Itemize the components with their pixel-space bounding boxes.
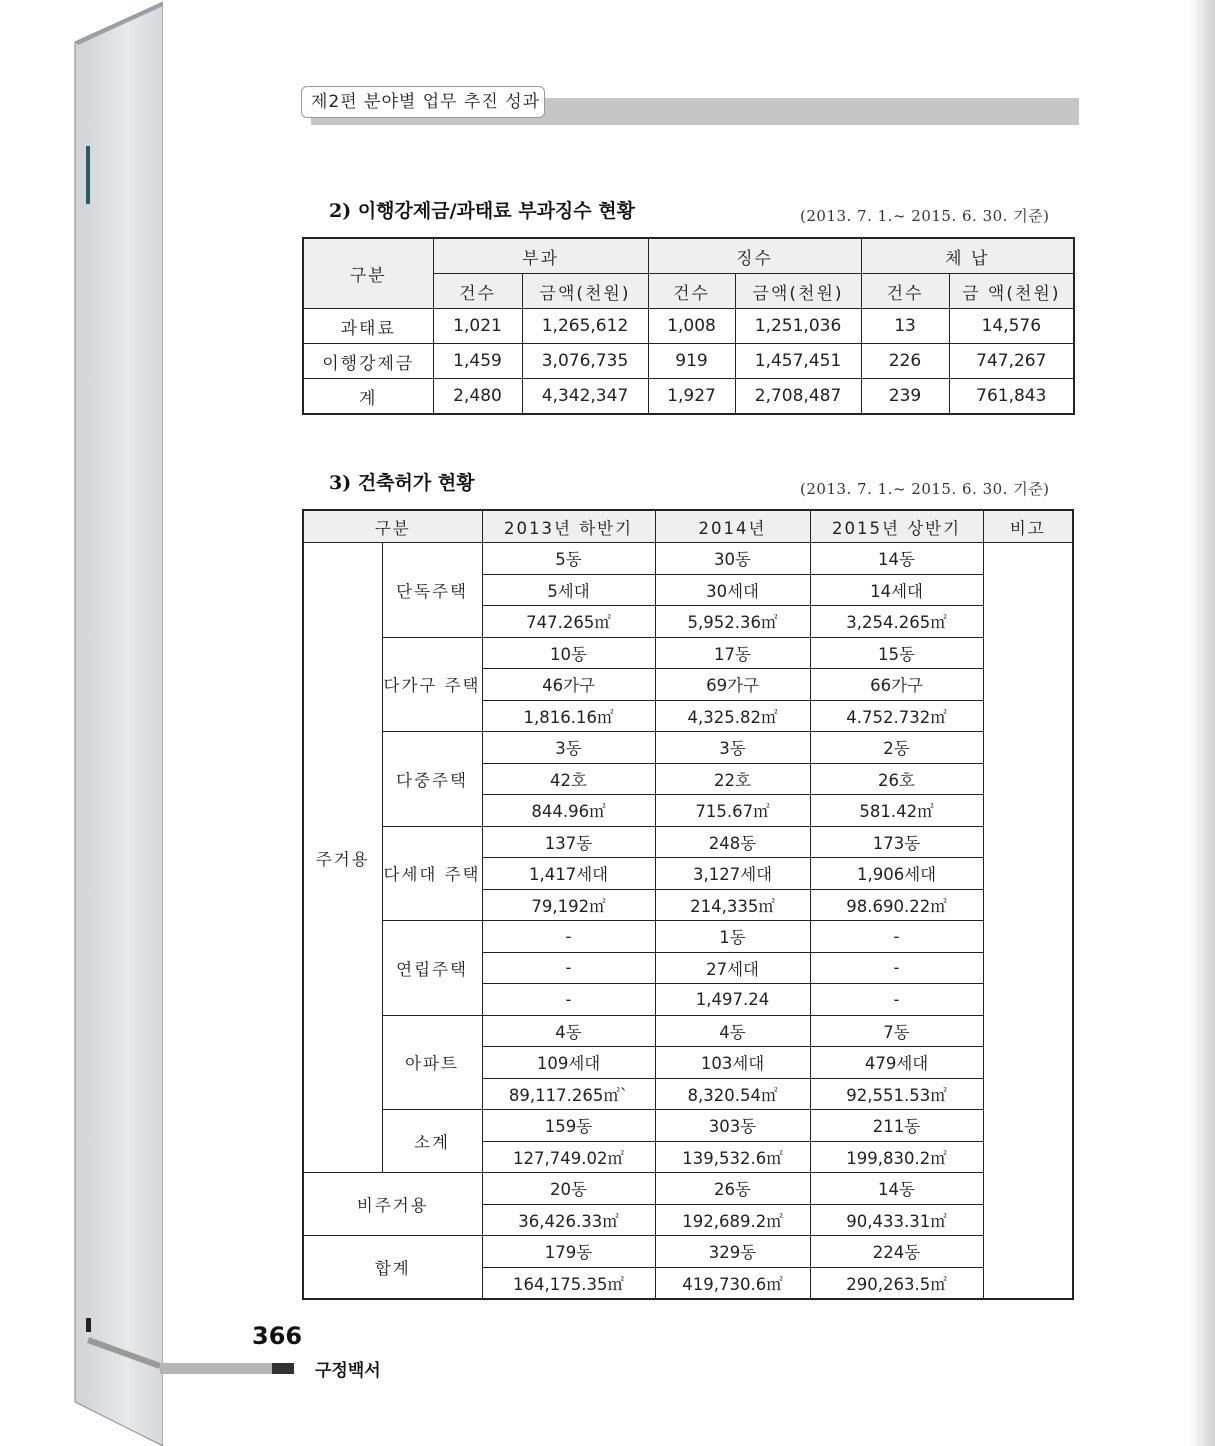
table-cell: 2,708,487	[735, 379, 861, 415]
fine-collection-table	[302, 237, 1075, 415]
table-cell: 226	[861, 344, 949, 379]
table-cell: 479세대	[810, 1047, 983, 1079]
table-cell: -	[810, 984, 983, 1016]
table-cell: 2동	[810, 732, 983, 764]
table-cell: 3동	[655, 732, 810, 764]
table-cell: 103세대	[655, 1047, 810, 1079]
footer-bar	[160, 1363, 280, 1374]
table-cell: 17동	[655, 637, 810, 669]
table-cell: 164,175.35㎡	[482, 1267, 655, 1299]
main-category-label: 주거용	[303, 543, 382, 1173]
table-cell: 192,689.2㎡	[655, 1204, 810, 1236]
table-row	[303, 637, 1073, 669]
table-cell: 1,251,036	[735, 309, 861, 344]
table-cell: 20동	[482, 1173, 655, 1205]
table-cell: 1,417세대	[482, 858, 655, 890]
table-cell: 5,952.36㎡	[655, 606, 810, 638]
table-cell: 4동	[482, 1015, 655, 1047]
table-cell: 1,021	[433, 309, 522, 344]
table-cell: 1,459	[433, 344, 522, 379]
section3-date-note: (2013. 7. 1.~ 2015. 6. 30. 기준)	[800, 480, 1050, 498]
page-shadow	[1189, 0, 1215, 1446]
table-cell: 4,342,347	[522, 379, 648, 415]
col-header-2015h1: 2015년 상반기	[810, 510, 983, 543]
book-spine-edge	[0, 0, 165, 1446]
table-cell: 179동	[482, 1236, 655, 1268]
table-row	[303, 1015, 1073, 1047]
table-cell: 747,267	[949, 344, 1074, 379]
section3-title: 3) 건축허가 현황	[329, 472, 475, 494]
table-cell: 159동	[482, 1110, 655, 1142]
table-cell: 224동	[810, 1236, 983, 1268]
table-cell: 1,497.24	[655, 984, 810, 1016]
row-label: 이행강제금	[303, 344, 433, 379]
table-cell: 14,576	[949, 309, 1074, 344]
table-cell: 8,320.54㎡	[655, 1078, 810, 1110]
total-label: 합계	[303, 1236, 482, 1300]
table-cell: 329동	[655, 1236, 810, 1268]
table-row	[303, 732, 1073, 764]
table-cell: 919	[648, 344, 735, 379]
table-cell: 127,749.02㎡	[482, 1141, 655, 1173]
table-cell: 3,127세대	[655, 858, 810, 890]
group-label: 다가구 주택	[382, 637, 482, 732]
group-label: 다세대 주택	[382, 826, 482, 921]
table-cell: 3,076,735	[522, 344, 648, 379]
col-header-collection: 징수	[648, 238, 861, 274]
table-cell: 239	[861, 379, 949, 415]
table-cell: 109세대	[482, 1047, 655, 1079]
table-cell: 419,730.6㎡	[655, 1267, 810, 1299]
group-label: 아파트	[382, 1015, 482, 1110]
col-header-category: 구분	[303, 510, 482, 543]
table-row	[303, 1236, 1073, 1268]
table-row	[303, 309, 1074, 344]
table-cell: 290,263.5㎡	[810, 1267, 983, 1299]
table-cell: 747.265㎡	[482, 606, 655, 638]
table-cell: -	[810, 952, 983, 984]
table-cell: 3동	[482, 732, 655, 764]
table-cell: -	[482, 921, 655, 953]
table-cell: 15동	[810, 637, 983, 669]
table-cell: 66가구	[810, 669, 983, 701]
table-cell: 13	[861, 309, 949, 344]
table-cell: 4동	[655, 1015, 810, 1047]
col-header-category: 구분	[303, 238, 433, 309]
col-header-amount: 금액(천원)	[522, 274, 648, 309]
table-row	[303, 826, 1073, 858]
table-cell: 844.96㎡	[482, 795, 655, 827]
row-label: 과태료	[303, 309, 433, 344]
table-cell: 5동	[482, 543, 655, 575]
table-cell: 22호	[655, 763, 810, 795]
table-cell: 79,192㎡	[482, 889, 655, 921]
section2-title: 2) 이행강제금/과태료 부과징수 현황	[329, 200, 635, 222]
table-cell: 26동	[655, 1173, 810, 1205]
table-cell: 4.752.732㎡	[810, 700, 983, 732]
table-cell: 1,008	[648, 309, 735, 344]
table-cell: 90,433.31㎡	[810, 1204, 983, 1236]
table-cell: -	[482, 984, 655, 1016]
table-cell: 1,906세대	[810, 858, 983, 890]
table-row	[303, 1110, 1073, 1142]
table-row	[303, 543, 1073, 575]
group-label: 연립주택	[382, 921, 482, 1016]
col-header-2013h2: 2013년 하반기	[482, 510, 655, 543]
remarks-cell	[983, 543, 1073, 1300]
table-cell: 1,816.16㎡	[482, 700, 655, 732]
group-label: 소계	[382, 1110, 482, 1173]
table-cell: 2,480	[433, 379, 522, 415]
table-cell: 214,335㎡	[655, 889, 810, 921]
table-cell: 98.690.22㎡	[810, 889, 983, 921]
table-cell: 5세대	[482, 574, 655, 606]
col-header-amount: 금 액(천원)	[949, 274, 1074, 309]
table-cell: 211동	[810, 1110, 983, 1142]
table-cell: 137동	[482, 826, 655, 858]
table-cell: 14동	[810, 543, 983, 575]
table-cell: 30동	[655, 543, 810, 575]
table-cell: 14동	[810, 1173, 983, 1205]
col-header-remarks: 비고	[983, 510, 1073, 543]
non-residential-label: 비주거용	[303, 1173, 482, 1236]
table-cell: 10동	[482, 637, 655, 669]
table-cell: 139,532.6㎡	[655, 1141, 810, 1173]
table-cell: 1동	[655, 921, 810, 953]
col-header-arrears: 체 납	[861, 238, 1074, 274]
table-cell: 26호	[810, 763, 983, 795]
table-cell: -	[810, 921, 983, 953]
table-cell: 581.42㎡	[810, 795, 983, 827]
table-cell: 3,254.265㎡	[810, 606, 983, 638]
table-cell: 14세대	[810, 574, 983, 606]
table-cell: 303동	[655, 1110, 810, 1142]
col-header-count: 건수	[861, 274, 949, 309]
table-cell: 89,117.265㎡`	[482, 1078, 655, 1110]
col-header-amount: 금액(천원)	[735, 274, 861, 309]
table-row	[303, 344, 1074, 379]
group-label: 단독주택	[382, 543, 482, 638]
col-header-count: 건수	[433, 274, 522, 309]
table-cell: 7동	[810, 1015, 983, 1047]
table-cell: 248동	[655, 826, 810, 858]
table-row	[303, 1173, 1073, 1205]
table-cell: 42호	[482, 763, 655, 795]
table-cell: 27세대	[655, 952, 810, 984]
building-permit-table	[302, 509, 1074, 1300]
table-cell: 715.67㎡	[655, 795, 810, 827]
section2-date-note: (2013. 7. 1.~ 2015. 6. 30. 기준)	[800, 207, 1050, 225]
section-label: 제2편 분야별 업무 추진 성과	[301, 86, 545, 118]
table-cell: 4,325.82㎡	[655, 700, 810, 732]
col-header-2014: 2014년	[655, 510, 810, 543]
col-header-count: 건수	[648, 274, 735, 309]
table-cell: 1,457,451	[735, 344, 861, 379]
page-number: 366	[252, 1322, 303, 1350]
table-cell: 69가구	[655, 669, 810, 701]
footer-bar-accent	[272, 1363, 294, 1374]
table-cell: 46가구	[482, 669, 655, 701]
table-cell: -	[482, 952, 655, 984]
group-label: 다중주택	[382, 732, 482, 827]
table-cell: 92,551.53㎡	[810, 1078, 983, 1110]
table-cell: 30세대	[655, 574, 810, 606]
table-cell: 173동	[810, 826, 983, 858]
col-header-levy: 부과	[433, 238, 648, 274]
table-cell: 761,843	[949, 379, 1074, 415]
row-label: 계	[303, 379, 433, 415]
table-row	[303, 921, 1073, 953]
table-cell: 1,265,612	[522, 309, 648, 344]
table-cell: 36,426.33㎡	[482, 1204, 655, 1236]
book-title: 구정백서	[315, 1361, 381, 1381]
table-row	[303, 379, 1074, 415]
table-cell: 1,927	[648, 379, 735, 415]
table-cell: 199,830.2㎡	[810, 1141, 983, 1173]
